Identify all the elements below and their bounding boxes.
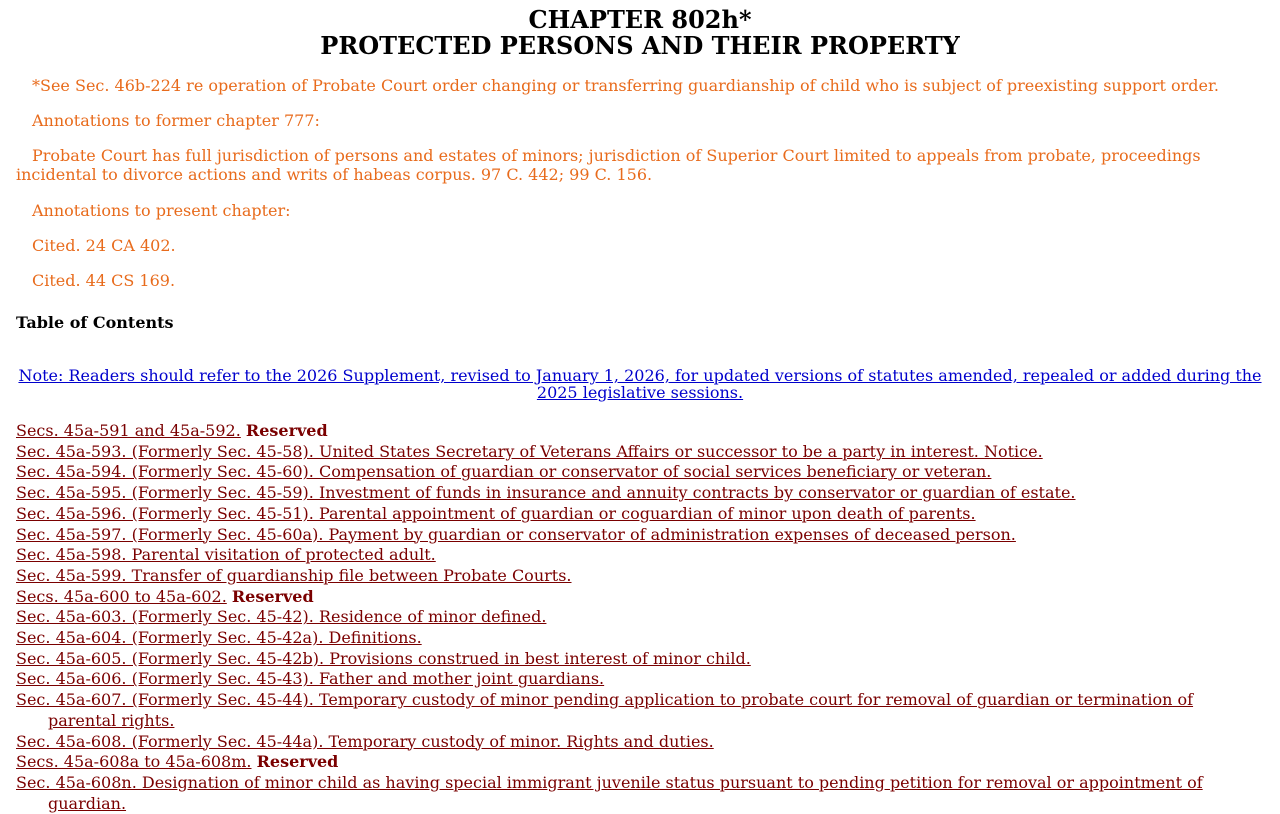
note-citation-cs: Cited. 44 CS 169. <box>32 271 176 290</box>
supplement-note-link[interactable]: Note: Readers should refer to the 2026 Supplement, revised to January 1, 2026, for updated versions of statutes amended, repealed or added during the 2025 legislative sessions. <box>18 366 1262 402</box>
toc-link[interactable]: Sec. 45a-608n. Designation of minor child as having special immigrant juvenile status pursuant to pending petition for removal or appointment of guardian. <box>16 772 1203 813</box>
toc-link[interactable]: Sec. 45a-597. (Formerly Sec. 45-60a). Payment by guardian or conservator of administration expenses of deceased person. <box>16 524 1016 544</box>
note-citation-ca: Cited. 24 CA 402. <box>32 236 176 255</box>
reserved-label: Reserved <box>231 586 314 606</box>
toc-link[interactable]: Secs. 45a-608a to 45a-608m. <box>16 752 252 772</box>
toc-link[interactable]: Sec. 45a-593. (Formerly Sec. 45-58). United States Secretary of Veterans Affairs or successor to be a party in interest. Notice. <box>16 441 1043 461</box>
toc-link[interactable]: Sec. 45a-595. (Formerly Sec. 45-59). Investment of funds in insurance and annuity contracts by conservator or guardian of estate. <box>16 483 1076 503</box>
toc-link[interactable]: Secs. 45a-600 to 45a-602. <box>16 586 227 606</box>
toc-link[interactable]: Sec. 45a-594. (Formerly Sec. 45-60). Compensation of guardian or conservator of social services beneficiary or veteran. <box>16 462 992 482</box>
note-probate-jurisdiction: Probate Court has full jurisdiction of persons and estates of minors; jurisdiction of Superior Court limited to appeals from probate, proceedings incidental to divorce actions and writs of habeas corpus. 97 C. 442; 99 C. 156. <box>16 146 1201 184</box>
toc-link[interactable]: Sec. 45a-608. (Formerly Sec. 45-44a). Temporary custody of minor. Rights and duties. <box>16 731 714 751</box>
toc-heading: Table of Contents <box>16 313 174 332</box>
toc-link[interactable]: Sec. 45a-598. Parental visitation of protected adult. <box>16 545 436 565</box>
toc-item <box>16 752 1264 773</box>
note-present-chapter-heading: Annotations to present chapter: <box>32 201 291 220</box>
note-former-chapter-heading: Annotations to former chapter 777: <box>32 111 320 130</box>
toc-link[interactable]: Sec. 45a-604. (Formerly Sec. 45-42a). Definitions. <box>16 628 422 648</box>
chapter-number: CHAPTER 802h* <box>528 5 752 34</box>
toc-item <box>16 649 1264 670</box>
toc-item <box>16 504 1264 525</box>
toc-item <box>16 545 1264 566</box>
toc-link[interactable]: Sec. 45a-596. (Formerly Sec. 45-51). Parental appointment of guardian or coguardian of minor upon death of parents. <box>16 503 976 523</box>
reserved-label: Reserved <box>256 752 339 772</box>
reserved-label: Reserved <box>245 421 328 440</box>
toc-item <box>16 690 1264 731</box>
note-see-also: *See Sec. 46b-224 re operation of Probate Court order changing or transferring guardianship of child who is subject of preexisting support order. <box>32 76 1219 95</box>
toc-item <box>16 566 1264 587</box>
toc-link[interactable]: Sec. 45a-606. (Formerly Sec. 45-43). Father and mother joint guardians. <box>16 669 605 689</box>
toc-link[interactable]: Sec. 45a-607. (Formerly Sec. 45-44). Temporary custody of minor pending application to probate court for removal of guardian or termination of parental rights. <box>16 690 1194 730</box>
toc-item <box>16 773 1264 814</box>
toc-item <box>16 669 1264 690</box>
toc-item <box>16 483 1264 504</box>
toc-item <box>16 462 1264 483</box>
toc-item <box>16 442 1264 463</box>
toc-link[interactable]: Sec. 45a-599. Transfer of guardianship file between Probate Courts. <box>16 565 572 585</box>
toc-item <box>16 421 1264 442</box>
toc-list <box>16 421 1264 814</box>
toc-link[interactable]: Sec. 45a-605. (Formerly Sec. 45-42b). Provisions construed in best interest of minor child. <box>16 648 751 668</box>
toc-item <box>16 732 1264 753</box>
toc-link[interactable]: Secs. 45a-591 and 45a-592. <box>16 421 241 440</box>
chapter-title: PROTECTED PERSONS AND THEIR PROPERTY <box>320 31 960 60</box>
toc-item <box>16 628 1264 649</box>
toc-item <box>16 525 1264 546</box>
toc-item <box>16 607 1264 628</box>
toc-link[interactable]: Sec. 45a-603. (Formerly Sec. 45-42). Residence of minor defined. <box>16 607 547 627</box>
toc-item <box>16 587 1264 608</box>
